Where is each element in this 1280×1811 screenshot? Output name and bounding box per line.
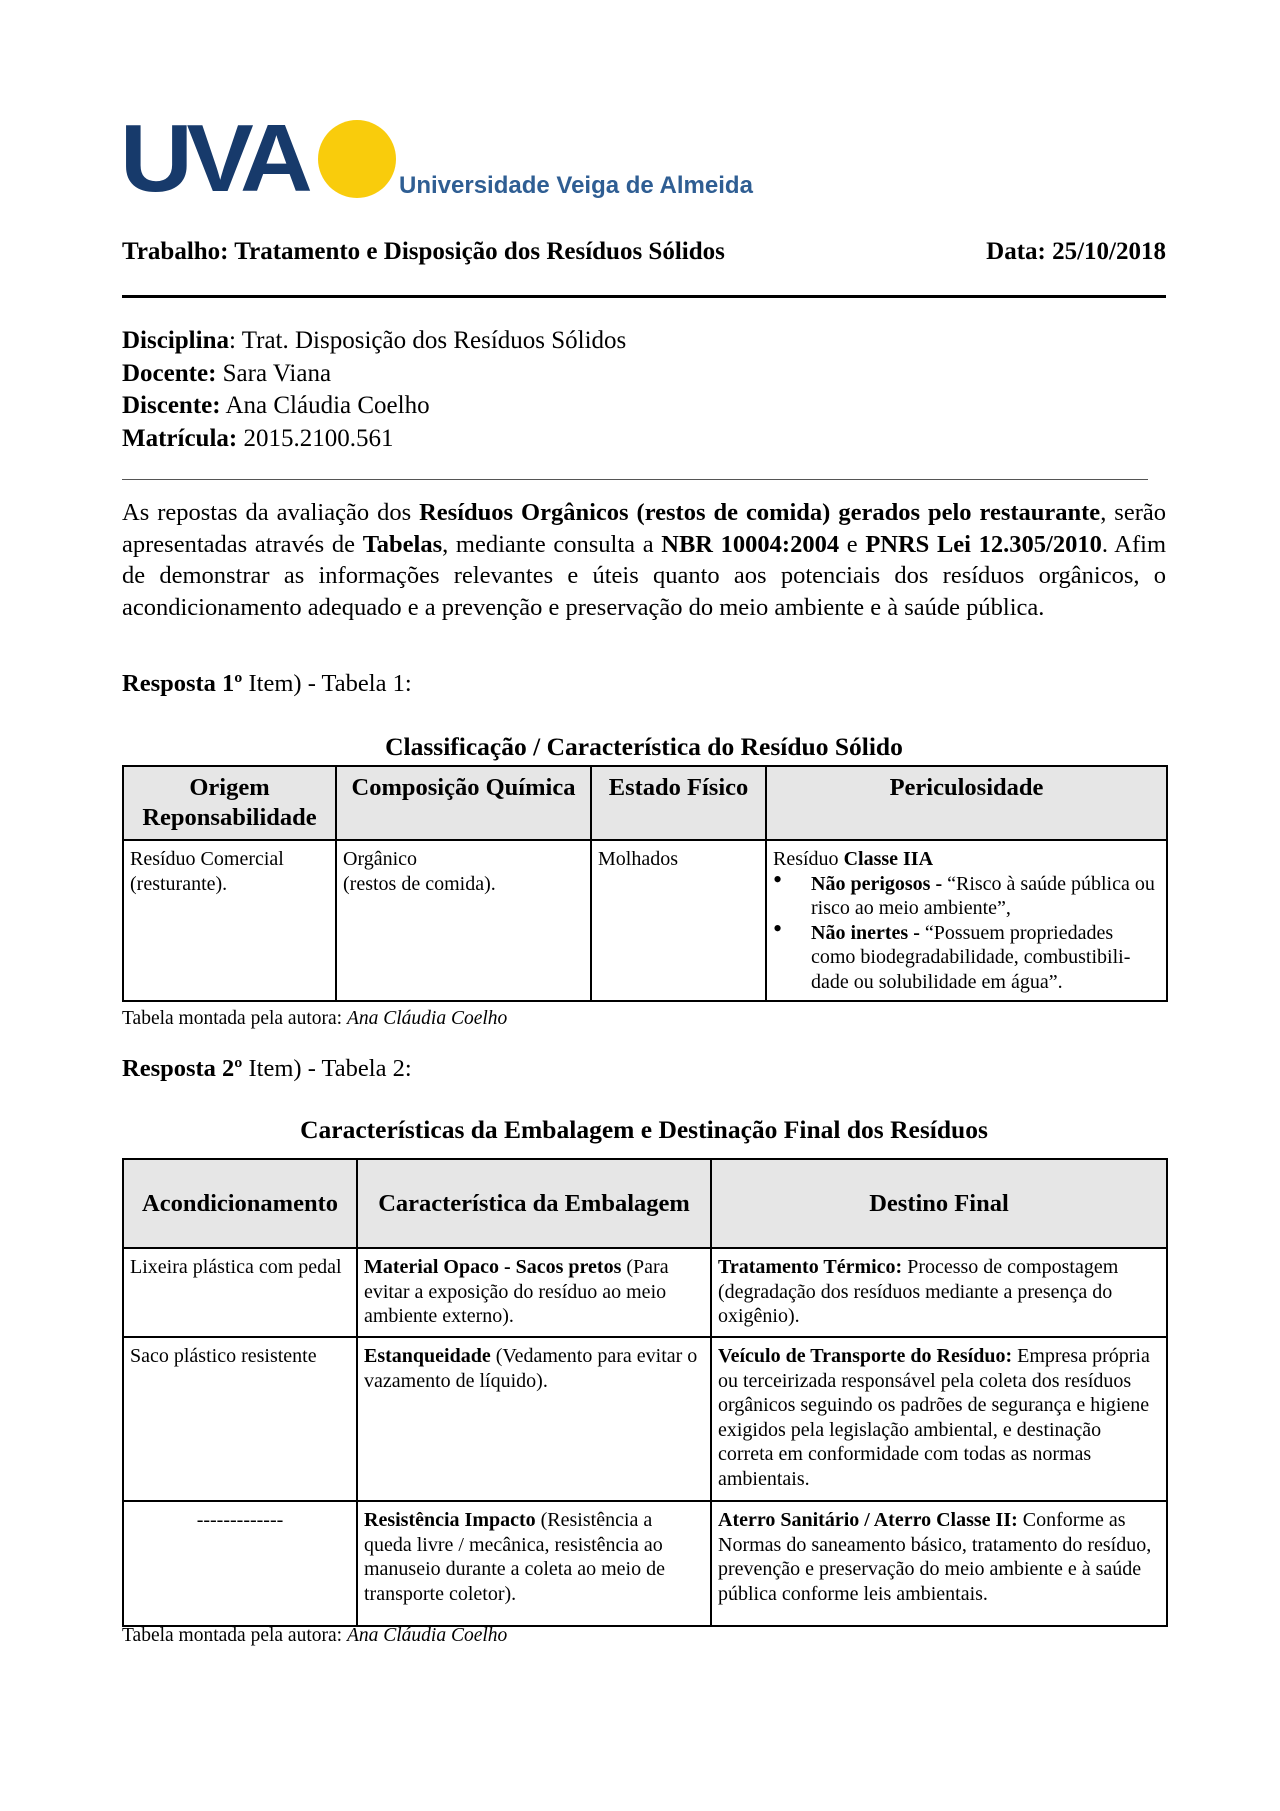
sun-icon [318,120,396,198]
info-rule [122,479,1148,480]
table-row: ------------- Resistência Impacto (Resistência a queda livre / mecânica, resistência ao manuseio durante a coleta ao meio de transporte coletor). Aterro Sanitário / Aterro Classe II: Conforme as Normas do saneamento básico, tratamento do resíduo, prevenção e preservação do meio ambiente e à saúde pública conforme leis ambientais. [123,1501,1167,1626]
table-row: Saco plástico resistente Estanqueidade (Vedamento para evitar o vazamento de líquido). Veículo de Transporte do Resíduo: Empresa própria ou terceirizada responsável pela coleta dos resíduos orgânicos seguindo os padrões de segurança e higiene exigidos pela legislação ambiental, e destinação correta em conformidade com todas as normas ambientais. [123,1337,1167,1501]
logo-mark: UVA [120,105,307,212]
table2-header: Acondicionamento [123,1159,357,1248]
resposta-2: Resposta 2º Item) - Tabela 2: [122,1055,412,1082]
table-row [123,840,1167,1001]
table1-source: Tabela montada pela autora: Ana Cláudia Coelho [122,1008,508,1029]
university-name: Universidade Veiga de Almeida [399,172,753,199]
table2-header: Característica da Embalagem [357,1159,711,1248]
table1-composicao: Orgânico (restos de comida). [336,840,591,1001]
disciplina-line: Disciplina: Trat. Disposição dos Resíduos Sólidos [122,327,627,354]
document-date: Data: 25/10/2018 [986,238,1166,265]
header-rule [122,295,1166,298]
docente-line: Docente: Sara Viana [122,359,332,387]
document-title: Trabalho: Tratamento e Disposição dos Resíduos Sólidos [122,238,725,265]
table2-source: Tabela montada pela autora: Ana Cláudia Coelho [122,1625,508,1646]
list-item: • Não perigosos - “Risco à saúde pública ou risco ao meio ambiente”, [811,872,1160,921]
table1-header-row [123,766,1167,840]
table1-estado: Molhados [591,840,766,1001]
table2-caption: Características da Embalagem e Destinação Final dos Resíduos [300,1115,988,1144]
resposta-1: Resposta 1º Item) - Tabela 1: [122,670,412,697]
list-item: • Não inertes - “Possuem propriedades como biodegradabilidade, combustibili-dade ou solubilidade em água”. [811,921,1160,995]
table1-periculosidade: Resíduo Classe IIA • Não perigosos - “Risco à saúde pública ou risco ao meio ambiente”, • Não inertes - “Possuem propriedades como biodegradabilidade, combustibili-dade ou solubilidade em água”. [766,840,1167,1001]
table1-caption: Classificação / Característica do Resíduo Sólido [385,732,903,761]
info-block [122,325,626,455]
table-row: Lixeira plástica com pedal Material Opaco - Sacos pretos (Para evitar a exposição do resíduo ao meio ambiente externo). Tratamento Térmico: Processo de compostagem (degradação dos resíduos mediante a presença do oxigênio). [123,1248,1167,1337]
discente-line: Discente: Ana Cláudia Coelho [122,392,430,419]
table2-header-row [123,1159,1167,1248]
table-2 [122,1158,1168,1627]
intro-paragraph: As repostas da avaliação dos Resíduos Orgânicos (restos de comida) gerados pelo restaurante, serão apresentadas através de Tabelas, mediante consulta a NBR 10004:2004 e PNRS Lei 12.305/2010. Afim de demonstrar as informações relevantes e úteis quanto aos potenciais dos resíduos orgânicos, o acondicionamento adequado e a prevenção e preservação do meio ambiente e à saúde pública. [122,499,1167,621]
table1-header: Periculosidade [766,766,1167,840]
table1-origem: Resíduo Comercial (resturante). [123,840,336,1001]
uva-logo [120,105,800,212]
table1-header: Estado Físico [591,766,766,840]
table1-header: Composição Química [336,766,591,840]
matricula-line: Matrícula: 2015.2100.561 [122,424,394,452]
table-1 [122,765,1168,1002]
table2-header: Destino Final [711,1159,1167,1248]
table1-header: Origem Reponsabilidade [123,766,336,840]
